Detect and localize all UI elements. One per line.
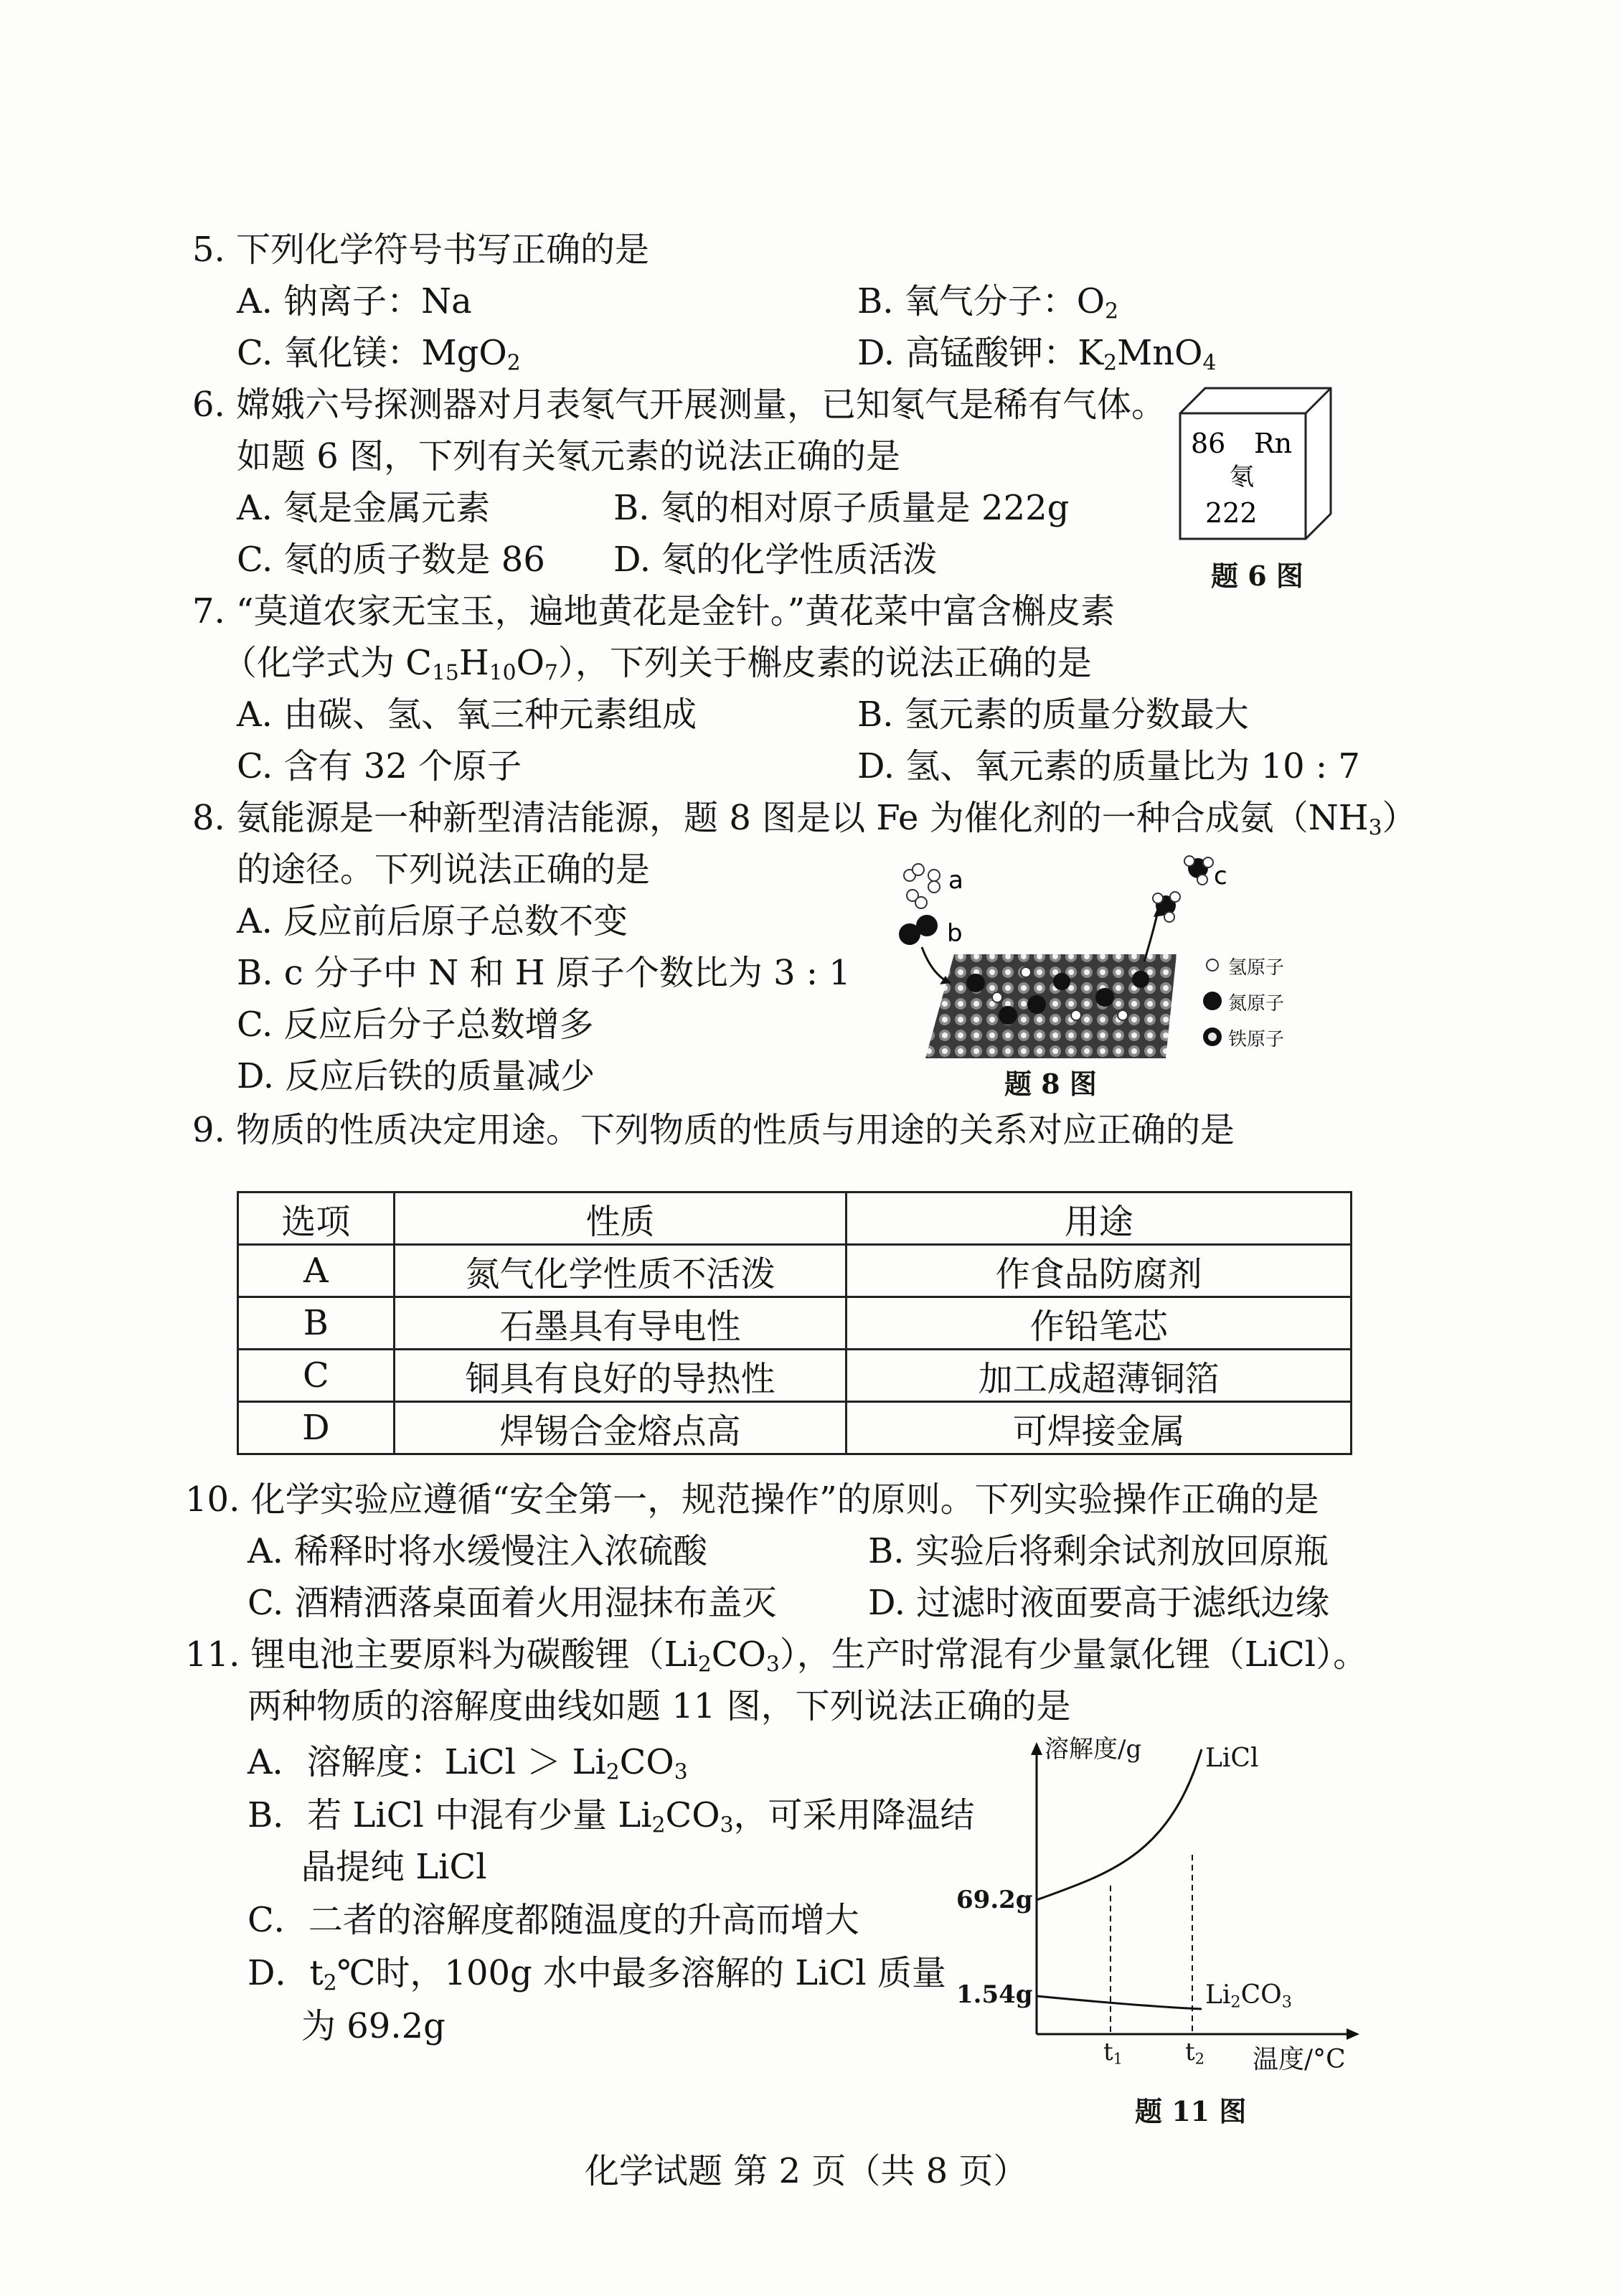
legend-hydrogen-icon: [1207, 959, 1218, 971]
q7-sub-h: 10: [489, 660, 517, 686]
cell-option: A: [238, 1245, 395, 1297]
fig6-caption: 题 6 图: [1211, 560, 1303, 592]
q10-stem: 10. 化学实验应遵循“安全第一，规范操作”的原则。下列实验操作正确的是: [185, 1479, 1319, 1520]
header-option: 选项: [238, 1192, 395, 1245]
t2-text: t: [1185, 2038, 1195, 2066]
cell-option: B: [238, 1297, 395, 1350]
q11-b-s2: 3: [720, 1812, 734, 1838]
q11-stem-line1: [185, 1633, 1367, 1676]
chart-ylabel: 溶解度/g: [1045, 1735, 1142, 1764]
q6-option-a[interactable]: A. 氡是金属元素: [237, 488, 491, 528]
q11-b-mid: CO: [665, 1795, 720, 1835]
fig8-caption: 题 8 图: [1004, 1068, 1097, 1100]
q8-stem-line1: [192, 796, 1417, 839]
q11-stem-line2: 两种物质的溶解度曲线如题 11 图，下列说法正确的是: [247, 1686, 1071, 1726]
fig8-diagram: [890, 854, 1363, 1083]
q6-stem-line2: 如题 6 图，下列有关氡元素的说法正确的是: [237, 436, 901, 476]
q5-option-a[interactable]: A. 钠离子：Na: [237, 281, 472, 321]
q8-option-a[interactable]: A. 反应前后原子总数不变: [237, 901, 628, 941]
q11-stem1-s2: 3: [765, 1652, 780, 1678]
label-c: c: [1214, 862, 1227, 890]
q5-option-c[interactable]: [237, 331, 521, 375]
iron-catalyst-surface: [925, 954, 1177, 1058]
legend-nitrogen-icon: [1203, 992, 1222, 1010]
cell-property: 石墨具有导电性: [394, 1297, 847, 1350]
cell-use: 作食品防腐剂: [847, 1245, 1352, 1297]
q10-option-a[interactable]: A. 稀释时将水缓慢注入浓硫酸: [247, 1531, 708, 1571]
molecule-b-nitrogen: [899, 915, 938, 945]
q7-h: H: [458, 643, 489, 683]
table-row[interactable]: [238, 1402, 1352, 1454]
element-name: 氡: [1230, 463, 1254, 491]
q7-o: O: [516, 643, 544, 683]
t1-text: t: [1103, 2038, 1113, 2066]
q11-option-c[interactable]: C．二者的溶解度都随温度的升高而增大: [247, 1900, 859, 1940]
element-mass: 222: [1205, 497, 1258, 529]
cell-property: 氮气化学性质不活泼: [394, 1245, 847, 1297]
li2co3-pre: Li: [1205, 1980, 1231, 2010]
q6-option-b[interactable]: B. 氡的相对原子质量是 222g: [613, 488, 1070, 528]
li2co3-curve: [1037, 1996, 1202, 2009]
q9-stem: 9. 物质的性质决定用途。下列物质的性质与用途的关系对应正确的是: [192, 1110, 1235, 1150]
q8-option-b[interactable]: B. c 分子中 N 和 H 原子个数比为 3 : 1: [237, 953, 851, 993]
q11-option-b-line2: 晶提纯 LiCl: [301, 1847, 487, 1887]
molecule-c-ammonia: [1153, 856, 1213, 922]
q7-stem2-post: ），下列关于槲皮素的说法正确的是: [557, 643, 1092, 683]
q5-c-text: C. 氧化镁：MgO: [237, 333, 507, 373]
q8-option-c[interactable]: C. 反应后分子总数增多: [237, 1004, 594, 1045]
molecule-a-hydrogen: [904, 864, 940, 908]
q11-d-sub: 2: [323, 1970, 337, 1996]
q5-d-sub2: 4: [1202, 350, 1217, 376]
chart-xlabel: 温度/°C: [1253, 2045, 1346, 2074]
q10-option-d[interactable]: D. 过滤时液面要高于滤纸边缘: [868, 1583, 1330, 1623]
q8-stem1-post: ）: [1382, 798, 1417, 838]
q11-a-s1: 2: [605, 1759, 620, 1785]
cell-use: 加工成超薄铜箔: [847, 1350, 1352, 1402]
element-symbol: Rn: [1254, 428, 1293, 459]
q5-b-text: B. 氧气分子：O: [857, 281, 1105, 321]
tick-y-1-54: 1.54g: [956, 1980, 1033, 2009]
cell-use: 可焊接金属: [847, 1402, 1352, 1454]
q11-option-d-line2: 为 69.2g: [301, 2006, 445, 2046]
q11-stem1-s1: 2: [697, 1652, 712, 1678]
q7-option-d[interactable]: D. 氢、氧元素的质量比为 10 : 7: [857, 746, 1360, 786]
q5-stem: 5. 下列化学符号书写正确的是: [192, 230, 650, 270]
li2co3-mid: CO: [1240, 1980, 1282, 2010]
tick-y-69-2: 69.2g: [956, 1886, 1033, 1914]
label-a: a: [948, 866, 963, 895]
legend-hydrogen: 氢原子: [1228, 957, 1285, 979]
table-row[interactable]: [238, 1297, 1352, 1350]
y-axis-arrow-icon: [1031, 1742, 1042, 1755]
q11-d-post: ℃时，100g 水中最多溶解的 LiCl 质量: [336, 1953, 946, 1993]
label-b: b: [947, 919, 963, 948]
q11-b-pre: B．若 LiCl 中混有少量 Li: [247, 1795, 652, 1835]
q8-stem1-pre: 8. 氨能源是一种新型清洁能源，题 8 图是以 Fe 为催化剂的一种合成氨（NH: [192, 798, 1369, 838]
series-label-li2co3: [1205, 1980, 1292, 2010]
q11-a-mid: CO: [619, 1742, 674, 1782]
li2co3-s1: 2: [1230, 1992, 1241, 2012]
q8-stem-line2: 的途径。下列说法正确的是: [237, 850, 651, 890]
q7-sub-c: 15: [432, 660, 459, 686]
page-footer: 化学试题 第 2 页（共 8 页）: [585, 2151, 1028, 2191]
q11-stem1-mid: CO: [711, 1634, 766, 1675]
q5-option-d[interactable]: [857, 331, 1216, 375]
q10-option-c[interactable]: C. 酒精洒落桌面着火用湿抹布盖灭: [247, 1583, 777, 1623]
q11-b-post: ，可采用降温结: [733, 1795, 975, 1835]
cell-property: 铜具有良好的导热性: [394, 1350, 847, 1402]
element-number: 86: [1191, 428, 1226, 459]
t2-sub: 2: [1194, 2049, 1205, 2068]
header-property: 性质: [394, 1192, 847, 1245]
q11-stem1-pre: 11. 锂电池主要原料为碳酸锂（Li: [185, 1634, 698, 1675]
q6-stem-line1: 6. 嫦娥六号探测器对月表氡气开展测量，已知氡气是稀有气体。: [192, 385, 1166, 425]
licl-curve: [1037, 1749, 1202, 1900]
header-use: 用途: [847, 1192, 1352, 1245]
legend-iron: 铁原子: [1228, 1029, 1285, 1050]
q7-stem-line2: [222, 641, 1092, 684]
q11-option-d-line1[interactable]: [247, 1952, 946, 1995]
element-cell-radon: [1177, 385, 1336, 544]
q11-option-b-line1[interactable]: [247, 1794, 975, 1837]
q5-d-text: D. 高锰酸钾：K: [857, 333, 1104, 373]
q6-option-c[interactable]: C. 氡的质子数是 86: [237, 540, 545, 580]
q11-a-pre: A．溶解度：LiCl ＞ Li: [247, 1742, 606, 1782]
q7-option-c[interactable]: C. 含有 32 个原子: [237, 746, 522, 786]
q7-sub-o: 7: [544, 660, 558, 686]
t1-sub: 1: [1113, 2049, 1123, 2068]
q11-option-a[interactable]: [247, 1741, 688, 1784]
q8-stem1-sub: 3: [1368, 815, 1382, 841]
q11-stem1-post: ），生产时常混有少量氯化锂（LiCl）。: [779, 1634, 1368, 1675]
cell-option: C: [238, 1350, 395, 1402]
x-axis-arrow-icon: [1347, 2028, 1359, 2040]
table-row[interactable]: [238, 1350, 1352, 1402]
fig11-caption: 题 11 图: [1135, 2095, 1247, 2127]
li2co3-s2: 3: [1281, 1992, 1292, 2012]
cell-property: 焊锡合金熔点高: [394, 1402, 847, 1454]
q11-b-s1: 2: [651, 1812, 666, 1838]
q8-option-d[interactable]: D. 反应后铁的质量减少: [237, 1056, 595, 1096]
q10-option-b[interactable]: B. 实验后将剩余试剂放回原瓶: [868, 1531, 1329, 1571]
q5-c-sub: 2: [506, 350, 521, 376]
q7-stem2-pre: （化学式为 C: [222, 643, 432, 683]
element-cell-box: [1177, 385, 1336, 544]
q6-option-d[interactable]: D. 氡的化学性质活泼: [613, 540, 938, 580]
q7-option-b[interactable]: B. 氢元素的质量分数最大: [857, 695, 1249, 735]
q5-option-b[interactable]: [857, 280, 1118, 323]
table-header-row: [238, 1192, 1352, 1245]
q11-d-pre: D．t: [247, 1953, 324, 1993]
property-use-table: [237, 1191, 1352, 1455]
tick-x-t2: [1185, 2038, 1204, 2066]
series-label-licl: LiCl: [1205, 1744, 1259, 1773]
cell-option: D: [238, 1402, 395, 1454]
q5-d-sub1: 2: [1103, 350, 1118, 376]
legend-nitrogen: 氮原子: [1228, 993, 1285, 1015]
q7-option-a[interactable]: A. 由碳、氢、氧三种元素组成: [237, 695, 697, 735]
table-row[interactable]: [238, 1245, 1352, 1297]
q11-a-s2: 3: [674, 1759, 688, 1785]
tick-x-t1: [1103, 2038, 1123, 2066]
cell-use: 作铅笔芯: [847, 1297, 1352, 1350]
q7-stem-line1: 7. “莫道农家无宝玉，遍地黄花是金针。”黄花菜中富含槲皮素: [192, 591, 1116, 631]
q5-d-mid: MnO: [1117, 333, 1203, 373]
q5-b-sub: 2: [1105, 298, 1119, 324]
